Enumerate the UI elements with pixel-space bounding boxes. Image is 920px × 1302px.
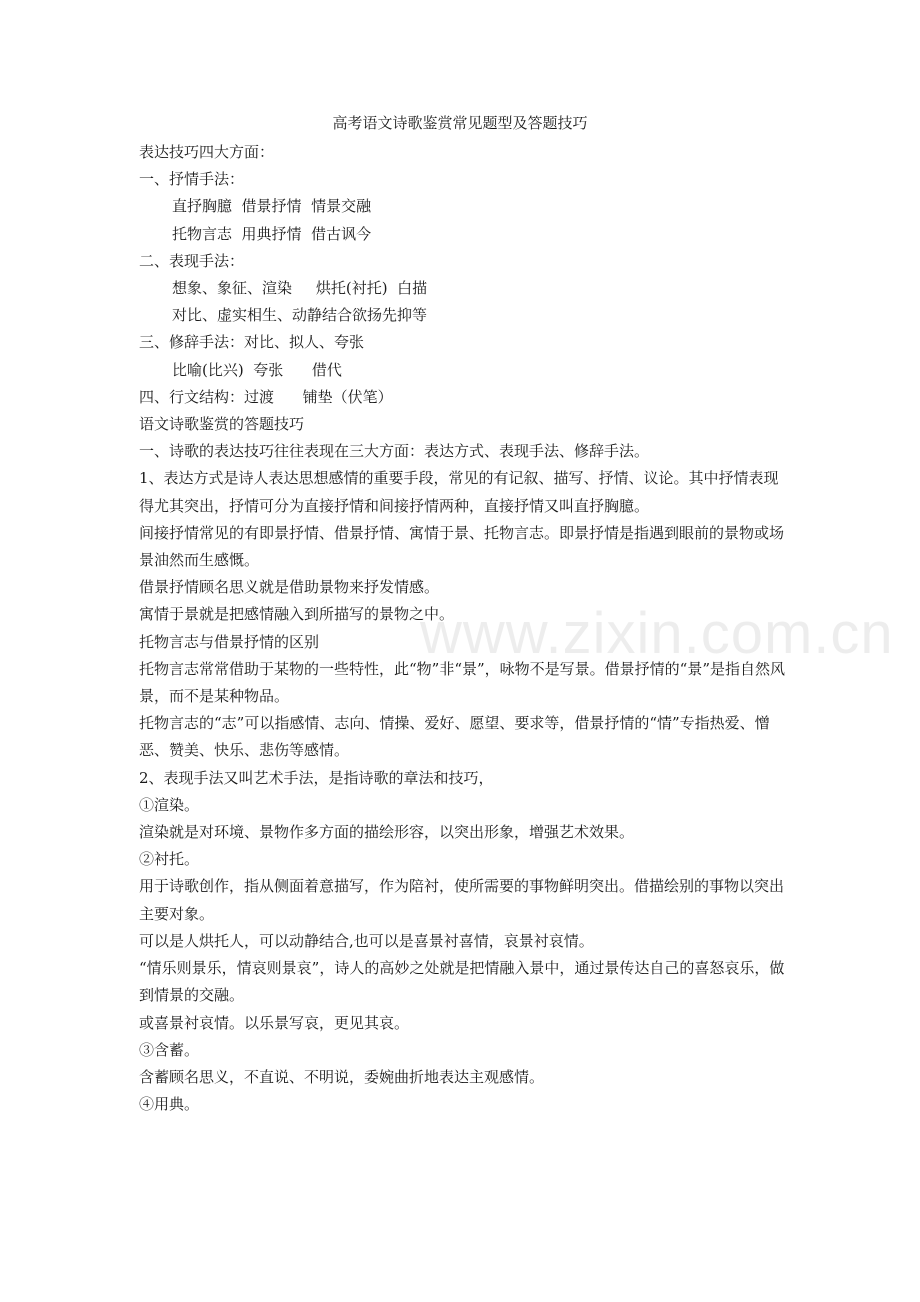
list-heading: 二、表现手法： bbox=[139, 251, 245, 270]
paragraph: 托物言志与借景抒情的区别 bbox=[139, 632, 320, 651]
paragraph: 2、表现手法又叫艺术手法，是指诗歌的章法和技巧， bbox=[139, 768, 494, 787]
list-item: 比喻(比兴) 夸张 借代 bbox=[172, 360, 342, 379]
subheading: ③含蓄。 bbox=[139, 1040, 200, 1059]
list-heading: 一、抒情手法： bbox=[139, 170, 245, 189]
list-item: 直抒胸臆 借景抒情 情景交融 bbox=[172, 197, 372, 216]
list-heading: 四、行文结构：过渡 铺垫（伏笔） bbox=[139, 387, 393, 406]
page-title: 高考语文诗歌鉴赏常见题型及答题技巧 bbox=[332, 114, 588, 132]
paragraph: “情乐则景乐，情哀则景哀”，诗人的高妙之处就是把情融入景中，通过景传达自己的喜怒哀乐，做到情景的交融。 bbox=[139, 959, 785, 1005]
list-item: 托物言志 用典抒情 借古讽今 bbox=[172, 224, 372, 243]
subheading: ①渲染。 bbox=[139, 795, 200, 814]
paragraph: 借景抒情顾名思义就是借助景物来抒发情感。 bbox=[139, 578, 440, 597]
list-heading: 三、修辞手法：对比、拟人、夸张 bbox=[139, 333, 365, 352]
paragraph: 含蓄顾名思义，不直说、不明说，委婉曲折地表达主观感情。 bbox=[139, 1067, 545, 1086]
list-item: 想象、象征、渲染 烘托(衬托) 白描 bbox=[172, 279, 428, 298]
paragraph: 或喜景衬哀情。以乐景写哀，更见其哀。 bbox=[139, 1013, 410, 1032]
subheading: ②衬托。 bbox=[139, 850, 200, 869]
paragraph: 寓情于景就是把感情融入到所描写的景物之中。 bbox=[139, 605, 455, 624]
document-body bbox=[139, 139, 789, 1118]
section-heading: 语文诗歌鉴赏的答题技巧 bbox=[139, 415, 305, 434]
section-heading: 表达技巧四大方面： bbox=[139, 143, 275, 161]
watermark: www.zixin.com.cn bbox=[420, 601, 894, 666]
paragraph: 一、诗歌的表达技巧往往表现在三大方面：表达方式、表现手法、修辞手法。 bbox=[139, 442, 650, 461]
paragraph: 可以是人烘托人，可以动静结合,也可以是喜景衬喜情，哀景衬哀情。 bbox=[139, 931, 594, 950]
list-item: 对比、虚实相生、动静结合欲扬先抑等 bbox=[172, 306, 428, 325]
paragraph: 1、表达方式是诗人表达思想感情的重要手段，常见的有记叙、描写、抒情、议论。其中抒情表现得尤其突出，抒情可分为直接抒情和间接抒情两种，直接抒情又叫直抒胸臆。 bbox=[139, 469, 779, 515]
paragraph: 托物言志常常借助于某物的一些特性，此“物”非“景”，咏物不是写景。借景抒情的“景”是指自然风景，而不是某种物品。 bbox=[139, 659, 786, 706]
paragraph: 用于诗歌创作，指从侧面着意描写，作为陪衬，使所需要的事物鲜明突出。借描绘别的事物以突出主要对象。 bbox=[139, 877, 785, 923]
subheading: ④用典。 bbox=[139, 1095, 200, 1114]
paragraph: 托物言志的“志”可以指感情、志向、情操、爱好、愿望、要求等，借景抒情的“情”专指热爱、憎恶、赞美、快乐、悲伤等感情。 bbox=[139, 714, 770, 760]
paragraph: 间接抒情常见的有即景抒情、借景抒情、寓情于景、托物言志。即景抒情是指遇到眼前的景物或场景油然而生感慨。 bbox=[139, 523, 785, 570]
paragraph: 渲染就是对环境、景物作多方面的描绘形容，以突出形象，增强艺术效果。 bbox=[139, 823, 635, 842]
